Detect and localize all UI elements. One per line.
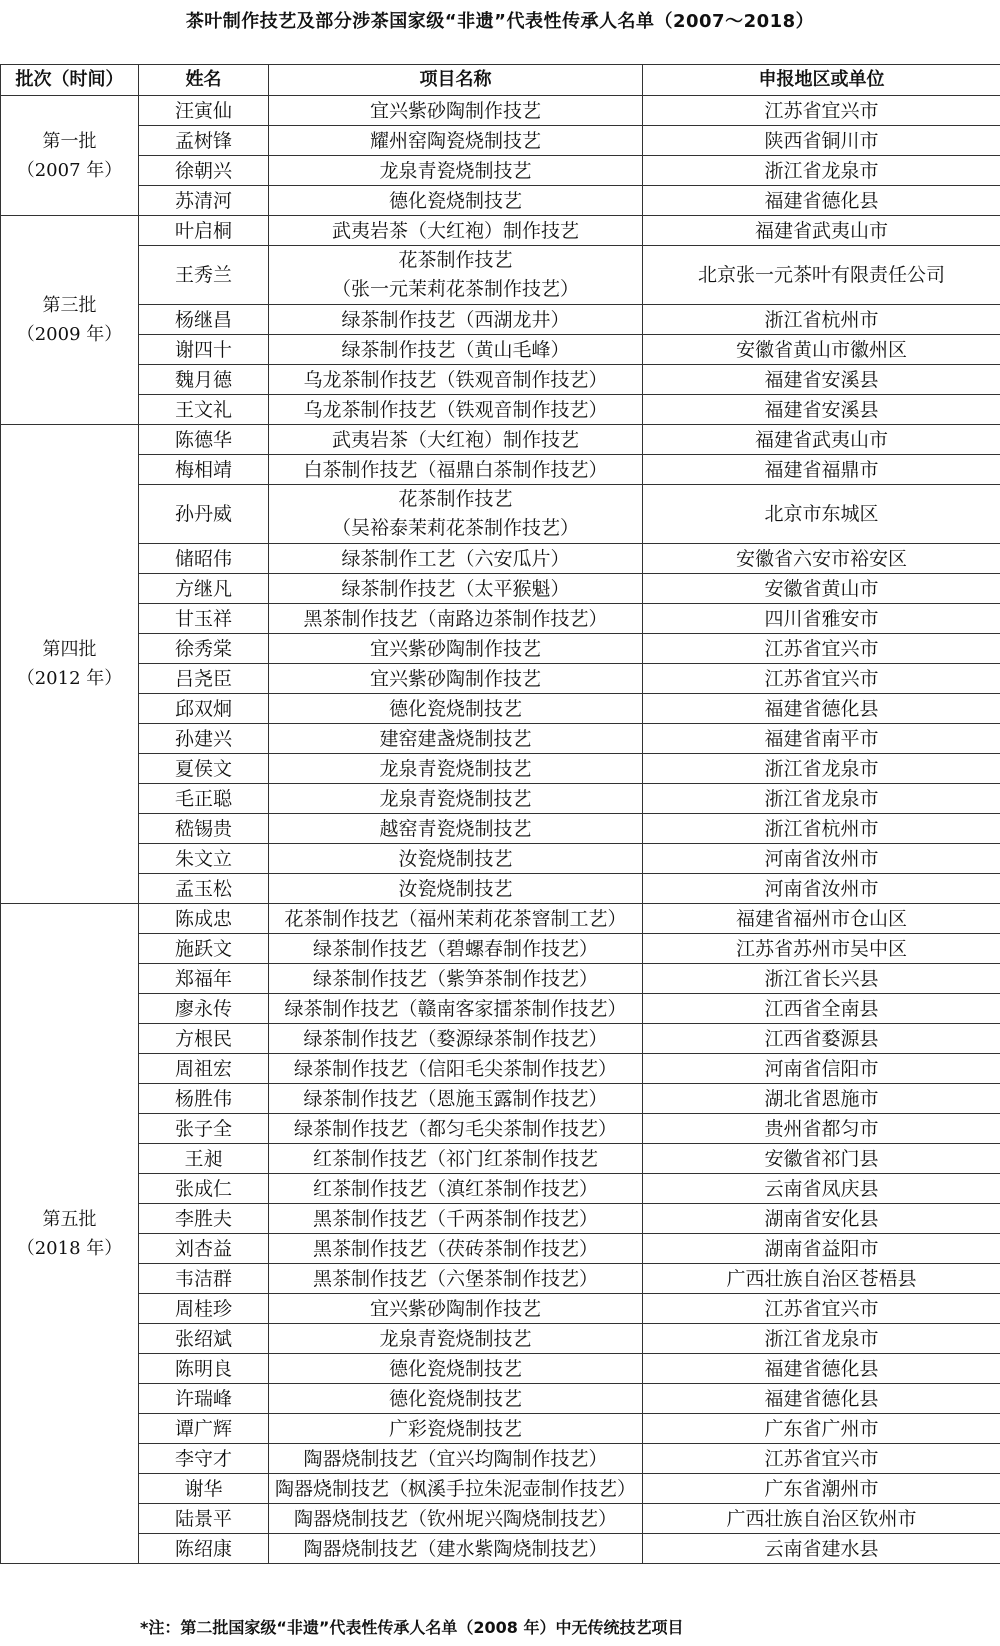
region: 浙江省龙泉市 (643, 784, 1000, 814)
project-name: 黑茶制作技艺（茯砖茶制作技艺） (269, 1234, 643, 1264)
region: 四川省雅安市 (643, 604, 1000, 634)
region: 江苏省苏州市吴中区 (643, 934, 1000, 964)
table-row (1, 156, 1000, 186)
inheritor-name: 刘杏益 (139, 1234, 269, 1264)
region: 湖南省安化县 (643, 1204, 1000, 1234)
region: 江苏省宜兴市 (643, 634, 1000, 664)
project-name: 宜兴紫砂陶制作技艺 (269, 634, 643, 664)
inheritor-name: 梅相靖 (139, 455, 269, 485)
inheritor-name: 谢华 (139, 1474, 269, 1504)
table-row (1, 1024, 1000, 1054)
inheritor-name: 邱双炯 (139, 694, 269, 724)
batch-name: 第三批 (42, 295, 97, 316)
inheritor-name: 李守才 (139, 1444, 269, 1474)
region: 江苏省宜兴市 (643, 1294, 1000, 1324)
table-row (1, 305, 1000, 335)
region: 湖北省恩施市 (643, 1084, 1000, 1114)
project-name: 龙泉青瓷烧制技艺 (269, 1324, 643, 1354)
inheritor-name: 方根民 (139, 1024, 269, 1054)
batch-cell (1, 96, 139, 216)
region: 福建省福州市仓山区 (643, 904, 1000, 934)
header-region: 申报地区或单位 (643, 65, 1000, 96)
project-name: 德化瓷烧制技艺 (269, 1384, 643, 1414)
table-row (1, 395, 1000, 425)
table-row (1, 1354, 1000, 1384)
region: 云南省建水县 (643, 1534, 1000, 1564)
table-row (1, 784, 1000, 814)
batch-name: 第五批 (42, 1208, 97, 1230)
region: 广东省广州市 (643, 1414, 1000, 1444)
table-row (1, 874, 1000, 904)
project-name: 绿茶制作技艺（太平猴魁） (269, 574, 643, 604)
table-row (1, 1324, 1000, 1354)
project-name: 黑茶制作技艺（六堡茶制作技艺） (269, 1264, 643, 1294)
project-name: 德化瓷烧制技艺 (269, 186, 643, 216)
project-name: 乌龙茶制作技艺（铁观音制作技艺） (269, 365, 643, 395)
project-name: 绿茶制作技艺（碧螺春制作技艺） (269, 934, 643, 964)
project-name (269, 246, 643, 305)
inheritor-name: 吕尧臣 (139, 664, 269, 694)
batch-year: （2012 年） (16, 668, 123, 689)
region: 江苏省宜兴市 (643, 664, 1000, 694)
page-title: 茶叶制作技艺及部分涉茶国家级“非遗”代表性传承人名单（2007～2018） (185, 11, 815, 32)
table-row (1, 1114, 1000, 1144)
inheritor-name: 陆景平 (139, 1504, 269, 1534)
inheritor-name: 杨继昌 (139, 305, 269, 335)
project-name: 绿茶制作技艺（西湖龙井） (269, 305, 643, 335)
project-name: 龙泉青瓷烧制技艺 (269, 784, 643, 814)
project-name: 龙泉青瓷烧制技艺 (269, 156, 643, 186)
table-row (1, 365, 1000, 395)
table-header-row (1, 65, 1000, 96)
inheritors-table (0, 64, 1000, 1564)
region: 广东省潮州市 (643, 1474, 1000, 1504)
inheritor-name: 张成仁 (139, 1174, 269, 1204)
project-name: 陶器烧制技艺（建水紫陶烧制技艺） (269, 1534, 643, 1564)
region: 浙江省长兴县 (643, 964, 1000, 994)
inheritor-name: 孟树锋 (139, 126, 269, 156)
project-name: 白茶制作技艺（福鼎白茶制作技艺） (269, 455, 643, 485)
inheritor-name: 毛正聪 (139, 784, 269, 814)
inheritor-name: 朱文立 (139, 844, 269, 874)
inheritor-name: 谢四十 (139, 335, 269, 365)
table-row (1, 934, 1000, 964)
project-name: 耀州窑陶瓷烧制技艺 (269, 126, 643, 156)
inheritor-name: 施跃文 (139, 934, 269, 964)
inheritor-name: 陈明良 (139, 1354, 269, 1384)
table-row (1, 96, 1000, 126)
project-name: 广彩瓷烧制技艺 (269, 1414, 643, 1444)
region: 福建省德化县 (643, 186, 1000, 216)
table-row (1, 904, 1000, 934)
project-name: 武夷岩茶（大红袍）制作技艺 (269, 425, 643, 455)
inheritor-name: 郑福年 (139, 964, 269, 994)
project-name-line: 花茶制作技艺 (398, 488, 513, 510)
table-row (1, 574, 1000, 604)
table-row (1, 485, 1000, 544)
region: 安徽省祁门县 (643, 1144, 1000, 1174)
inheritor-name: 徐朝兴 (139, 156, 269, 186)
region: 广西壮族自治区钦州市 (643, 1504, 1000, 1534)
region: 广西壮族自治区苍梧县 (643, 1264, 1000, 1294)
inheritor-name: 谭广辉 (139, 1414, 269, 1444)
project-name: 德化瓷烧制技艺 (269, 1354, 643, 1384)
inheritor-name: 王秀兰 (139, 246, 269, 305)
table-row (1, 664, 1000, 694)
project-name: 黑茶制作技艺（南路边茶制作技艺） (269, 604, 643, 634)
region: 福建省德化县 (643, 694, 1000, 724)
table-row (1, 994, 1000, 1024)
region: 江苏省宜兴市 (643, 1444, 1000, 1474)
inheritor-name: 孙建兴 (139, 724, 269, 754)
table-row (1, 455, 1000, 485)
region: 福建省福鼎市 (643, 455, 1000, 485)
inheritor-name: 魏月德 (139, 365, 269, 395)
inheritor-name: 嵇锡贵 (139, 814, 269, 844)
inheritor-name: 徐秀棠 (139, 634, 269, 664)
table-row (1, 844, 1000, 874)
table-row (1, 814, 1000, 844)
region: 北京市东城区 (643, 485, 1000, 544)
table-row (1, 335, 1000, 365)
region: 福建省德化县 (643, 1384, 1000, 1414)
project-name-subline: （张一元茉莉花茶制作技艺） (331, 278, 579, 300)
table-row (1, 964, 1000, 994)
region: 浙江省龙泉市 (643, 754, 1000, 784)
project-name: 乌龙茶制作技艺（铁观音制作技艺） (269, 395, 643, 425)
table-row (1, 126, 1000, 156)
project-name: 龙泉青瓷烧制技艺 (269, 754, 643, 784)
region: 江西省全南县 (643, 994, 1000, 1024)
inheritor-name: 廖永传 (139, 994, 269, 1024)
region: 河南省汝州市 (643, 844, 1000, 874)
project-name: 越窑青瓷烧制技艺 (269, 814, 643, 844)
inheritor-name: 储昭伟 (139, 544, 269, 574)
header-batch: 批次（时间） (1, 65, 139, 96)
inheritor-name: 苏清河 (139, 186, 269, 216)
region: 安徽省黄山市 (643, 574, 1000, 604)
project-name: 红茶制作技艺（祁门红茶制作技艺 (269, 1144, 643, 1174)
region: 贵州省都匀市 (643, 1114, 1000, 1144)
inheritor-name: 许瑞峰 (139, 1384, 269, 1414)
region: 安徽省六安市裕安区 (643, 544, 1000, 574)
region: 福建省安溪县 (643, 365, 1000, 395)
region: 陕西省铜川市 (643, 126, 1000, 156)
table-row (1, 754, 1000, 784)
project-name: 绿茶制作技艺（赣南客家擂茶制作技艺） (269, 994, 643, 1024)
inheritor-name: 杨胜伟 (139, 1084, 269, 1114)
table-row (1, 1504, 1000, 1534)
table-row (1, 634, 1000, 664)
region: 福建省武夷山市 (643, 216, 1000, 246)
inheritor-name: 张绍斌 (139, 1324, 269, 1354)
inheritor-name: 孟玉松 (139, 874, 269, 904)
project-name: 绿茶制作技艺（黄山毛峰） (269, 335, 643, 365)
table-row (1, 1054, 1000, 1084)
region: 江西省婺源县 (643, 1024, 1000, 1054)
project-name: 绿茶制作技艺（紫笋茶制作技艺） (269, 964, 643, 994)
batch-year: （2009 年） (16, 324, 123, 345)
inheritor-name: 陈绍康 (139, 1534, 269, 1564)
table-row (1, 724, 1000, 754)
table-row (1, 1474, 1000, 1504)
project-name: 汝瓷烧制技艺 (269, 844, 643, 874)
inheritor-name: 方继凡 (139, 574, 269, 604)
table-row (1, 1084, 1000, 1114)
inheritor-name: 夏侯文 (139, 754, 269, 784)
footnote: *注：第二批国家级“非遗”代表性传承人名单（2008 年）中无传统技艺项目 (140, 1618, 684, 1637)
project-name: 建窑建盏烧制技艺 (269, 724, 643, 754)
region: 福建省武夷山市 (643, 425, 1000, 455)
region: 浙江省杭州市 (643, 305, 1000, 335)
region: 河南省汝州市 (643, 874, 1000, 904)
batch-name: 第一批 (42, 130, 97, 152)
project-name: 红茶制作技艺（滇红茶制作技艺） (269, 1174, 643, 1204)
project-name: 绿茶制作技艺（恩施玉露制作技艺） (269, 1084, 643, 1114)
inheritor-name: 叶启桐 (139, 216, 269, 246)
project-name: 陶器烧制技艺（钦州坭兴陶烧制技艺） (269, 1504, 643, 1534)
header-name: 姓名 (139, 65, 269, 96)
region: 河南省信阳市 (643, 1054, 1000, 1084)
batch-year: （2018 年） (16, 1237, 123, 1259)
region: 安徽省黄山市徽州区 (643, 335, 1000, 365)
region: 福建省德化县 (643, 1354, 1000, 1384)
region: 福建省南平市 (643, 724, 1000, 754)
inheritor-name: 王昶 (139, 1144, 269, 1174)
project-name: 花茶制作技艺（福州茉莉花茶窨制工艺） (269, 904, 643, 934)
inheritor-name: 孙丹威 (139, 485, 269, 544)
project-name: 绿茶制作技艺（信阳毛尖茶制作技艺） (269, 1054, 643, 1084)
inheritor-name: 张子全 (139, 1114, 269, 1144)
batch-name: 第四批 (42, 639, 97, 660)
inheritor-name: 陈德华 (139, 425, 269, 455)
inheritor-name: 周桂珍 (139, 1294, 269, 1324)
table-body (1, 96, 1000, 1564)
inheritor-name: 王文礼 (139, 395, 269, 425)
batch-cell (1, 904, 139, 1564)
inheritor-name: 李胜夫 (139, 1204, 269, 1234)
region: 湖南省益阳市 (643, 1234, 1000, 1264)
table-row (1, 1534, 1000, 1564)
project-name: 宜兴紫砂陶制作技艺 (269, 96, 643, 126)
project-name: 宜兴紫砂陶制作技艺 (269, 1294, 643, 1324)
project-name: 武夷岩茶（大红袍）制作技艺 (269, 216, 643, 246)
table-row (1, 1144, 1000, 1174)
table-row (1, 544, 1000, 574)
inheritor-name: 陈成忠 (139, 904, 269, 934)
project-name: 德化瓷烧制技艺 (269, 694, 643, 724)
inheritor-name: 甘玉祥 (139, 604, 269, 634)
project-name: 绿茶制作工艺（六安瓜片） (269, 544, 643, 574)
table-row (1, 1204, 1000, 1234)
project-name-subline: （吴裕泰茉莉花茶制作技艺） (331, 517, 579, 539)
region: 福建省安溪县 (643, 395, 1000, 425)
table-row (1, 216, 1000, 246)
table-row (1, 186, 1000, 216)
table-row (1, 604, 1000, 634)
project-name (269, 485, 643, 544)
region: 浙江省龙泉市 (643, 156, 1000, 186)
project-name: 陶器烧制技艺（宜兴均陶制作技艺） (269, 1444, 643, 1474)
header-project: 项目名称 (269, 65, 643, 96)
table-row (1, 1264, 1000, 1294)
region: 云南省凤庆县 (643, 1174, 1000, 1204)
table-row (1, 694, 1000, 724)
table-row (1, 425, 1000, 455)
table-row (1, 1384, 1000, 1414)
table-row (1, 1174, 1000, 1204)
project-name: 黑茶制作技艺（千两茶制作技艺） (269, 1204, 643, 1234)
region: 浙江省龙泉市 (643, 1324, 1000, 1354)
inheritor-name: 周祖宏 (139, 1054, 269, 1084)
table-row (1, 246, 1000, 305)
inheritor-name: 汪寅仙 (139, 96, 269, 126)
table-row (1, 1444, 1000, 1474)
project-name: 陶器烧制技艺（枫溪手拉朱泥壶制作技艺） (269, 1474, 643, 1504)
region: 浙江省杭州市 (643, 814, 1000, 844)
region: 江苏省宜兴市 (643, 96, 1000, 126)
batch-cell (1, 425, 139, 904)
table-row (1, 1414, 1000, 1444)
project-name: 绿茶制作技艺（都匀毛尖茶制作技艺） (269, 1114, 643, 1144)
project-name-line: 花茶制作技艺 (398, 249, 513, 271)
batch-year: （2007 年） (16, 159, 123, 181)
region: 北京张一元茶叶有限责任公司 (643, 246, 1000, 305)
batch-cell (1, 216, 139, 425)
inheritor-name: 韦洁群 (139, 1264, 269, 1294)
table-row (1, 1294, 1000, 1324)
project-name: 绿茶制作技艺（婺源绿茶制作技艺） (269, 1024, 643, 1054)
project-name: 宜兴紫砂陶制作技艺 (269, 664, 643, 694)
project-name: 汝瓷烧制技艺 (269, 874, 643, 904)
table-row (1, 1234, 1000, 1264)
